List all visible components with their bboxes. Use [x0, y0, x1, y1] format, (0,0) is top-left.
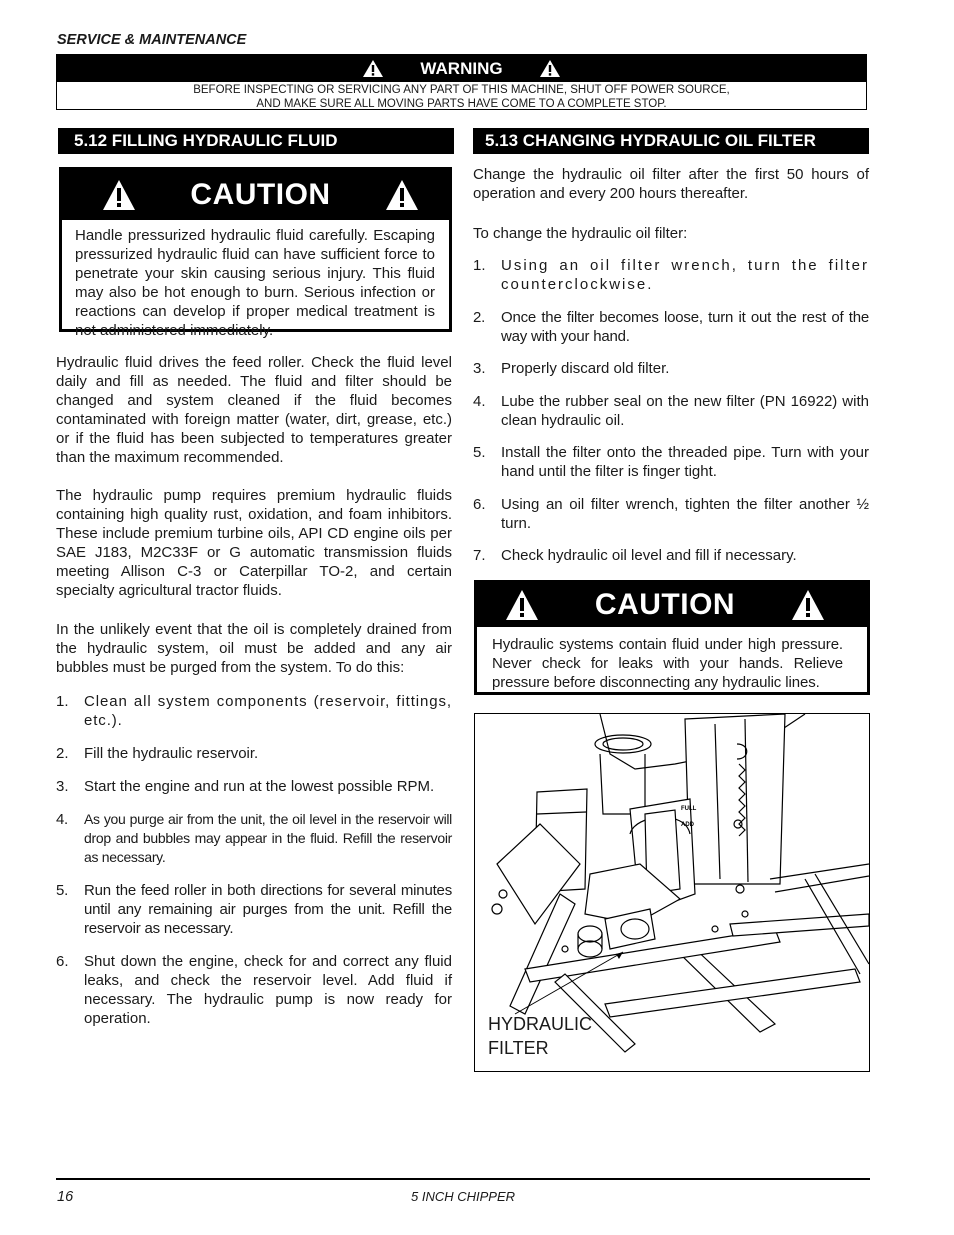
step-number: 3.	[56, 778, 69, 795]
list-item	[473, 495, 869, 533]
step-number: 1.	[56, 693, 69, 710]
step-number: 5.	[473, 444, 486, 461]
list-item	[56, 952, 452, 1028]
filter-steps-list	[473, 256, 869, 565]
warning-banner	[56, 54, 867, 110]
page-number: 16	[57, 1189, 74, 1205]
step-number: 6.	[473, 496, 486, 513]
list-item	[56, 881, 452, 938]
step-number: 7.	[473, 547, 486, 564]
step-text: Install the filter onto the threaded pipe. Turn with your hand until the filter is finger tight.	[501, 444, 869, 480]
list-item	[473, 308, 869, 346]
step-text: Using an oil filter wrench, tighten the filter another ½ turn.	[501, 496, 869, 532]
caption-line-1: HYDRAULIC	[488, 1014, 593, 1034]
step-text: Fill the hydraulic reservoir.	[84, 745, 259, 762]
caution-triangle-icon	[791, 589, 825, 621]
paragraph-fluid-intro: Hydraulic fluid drives the feed roller. Check the fluid level daily and fill as needed. The fluid and filter should be changed and system cleaned if the fluid becomes contaminated with foreign matter (water, dirt, grease, etc.) or if the fluid has been subjected to temperatures greater than the maximum recommended.	[56, 354, 452, 466]
hydraulic-filter-figure	[474, 713, 870, 1072]
section-label: SERVICE & MAINTENANCE	[57, 32, 247, 48]
purge-steps-list	[56, 692, 452, 1028]
list-item	[56, 744, 452, 763]
list-item	[56, 692, 452, 730]
footer-title: 5 INCH CHIPPER	[410, 1189, 516, 1204]
step-number: 4.	[56, 811, 68, 828]
step-number: 4.	[473, 393, 486, 410]
caution-triangle-icon	[385, 179, 419, 211]
list-item	[473, 443, 869, 481]
list-item	[56, 810, 452, 867]
warning-header	[57, 55, 866, 82]
warning-triangle-icon	[362, 59, 384, 78]
step-number: 6.	[56, 953, 69, 970]
caution-triangle-icon	[505, 589, 539, 621]
caption-line-2: FILTER	[488, 1038, 549, 1058]
list-item	[473, 546, 869, 565]
list-item	[473, 256, 869, 294]
caution-box-fluid	[59, 167, 452, 339]
step-text: Check hydraulic oil level and fill if necessary.	[501, 547, 797, 564]
warning-title: WARNING	[420, 58, 503, 78]
step-text: Once the filter becomes loose, turn it out the rest of the way with your hand.	[501, 309, 869, 345]
warning-line-2: AND MAKE SURE ALL MOVING PARTS HAVE COME TO A COMPLETE STOP.	[256, 98, 667, 110]
step-text: Using an oil filter wrench, turn the filter counterclockwise.	[501, 257, 869, 293]
caution-text: Handle pressurized hydraulic fluid carefully. Escaping pressurized hydraulic fluid can have sufficient force to penetrate your skin causing serious injury. This fluid may also be hot enough to burn. Serious infection or reactions can develop if proper medical treatment is not administered immediately.	[75, 227, 435, 339]
step-number: 5.	[56, 882, 69, 899]
paragraph-fluid-types: The hydraulic pump requires premium hydraulic fluids containing high quality rust, oxidation, and foam inhibitors. These include premium turbine oils, API CD engine oils per SAE J183, M2C33F or G automatic transmission fluids meeting Allison C-3 or Caterpillar TO-2, and certain specialty agricultural tractor fluids.	[56, 487, 452, 599]
step-text: As you purge air from the unit, the oil level in the reservoir will drop and bubbles may appear in the fluid. Refill the reservoir as necessary.	[84, 811, 452, 865]
caution-title: CAUTION	[594, 588, 736, 621]
step-text: Shut down the engine, check for and correct any fluid leaks, and check the reservoir level. Add fluid if necessary. The hydraulic pump is now ready for operation.	[84, 953, 452, 1027]
step-text: Properly discard old filter.	[501, 360, 670, 377]
step-text: Clean all system components (reservoir, fittings, etc.).	[84, 693, 452, 729]
step-text: Lube the rubber seal on the new filter (PN 16922) with clean hydraulic oil.	[501, 393, 869, 429]
step-text: Start the engine and run at the lowest possible RPM.	[84, 778, 435, 795]
section-heading-5-12: 5.12 FILLING HYDRAULIC FLUID	[58, 128, 454, 154]
step-number: 1.	[473, 257, 486, 274]
list-item	[473, 392, 869, 430]
caution-header	[62, 170, 449, 220]
caution-triangle-icon	[102, 179, 136, 211]
caution-title: CAUTION	[190, 178, 331, 211]
gauge-label-add: ADD	[681, 822, 694, 828]
step-number: 3.	[473, 360, 486, 377]
step-number: 2.	[56, 745, 69, 762]
footer-divider	[56, 1178, 870, 1180]
step-number: 2.	[473, 309, 486, 326]
warning-line-1: BEFORE INSPECTING OR SERVICING ANY PART OF THIS MACHINE, SHUT OFF POWER SOURCE,	[193, 84, 730, 96]
section-heading-5-13: 5.13 CHANGING HYDRAULIC OIL FILTER	[473, 128, 869, 154]
paragraph-filter-interval: Change the hydraulic oil filter after the first 50 hours of operation and every 200 hours thereafter.	[473, 166, 869, 202]
gauge-label-full: FULL	[681, 806, 697, 812]
list-item	[473, 359, 869, 378]
caution-header	[477, 583, 867, 627]
list-item	[56, 777, 452, 796]
step-text: Run the feed roller in both directions for several minutes until any remaining air purges from the unit. Refill the reservoir as necessary.	[84, 882, 452, 937]
paragraph-filter-intro: To change the hydraulic oil filter:	[473, 225, 688, 242]
caution-text: Hydraulic systems contain fluid under high pressure. Never check for leaks with your hands. Relieve pressure before disconnecting any hydraulic lines.	[492, 636, 843, 691]
caution-box-pressure	[474, 580, 870, 695]
warning-triangle-icon	[539, 59, 561, 78]
warning-text	[57, 82, 866, 111]
paragraph-purge-intro: In the unlikely event that the oil is completely drained from the hydraulic system, oil must be added and any air bubbles must be purged from the system. To do this:	[56, 621, 452, 676]
figure-caption	[488, 1012, 592, 1060]
